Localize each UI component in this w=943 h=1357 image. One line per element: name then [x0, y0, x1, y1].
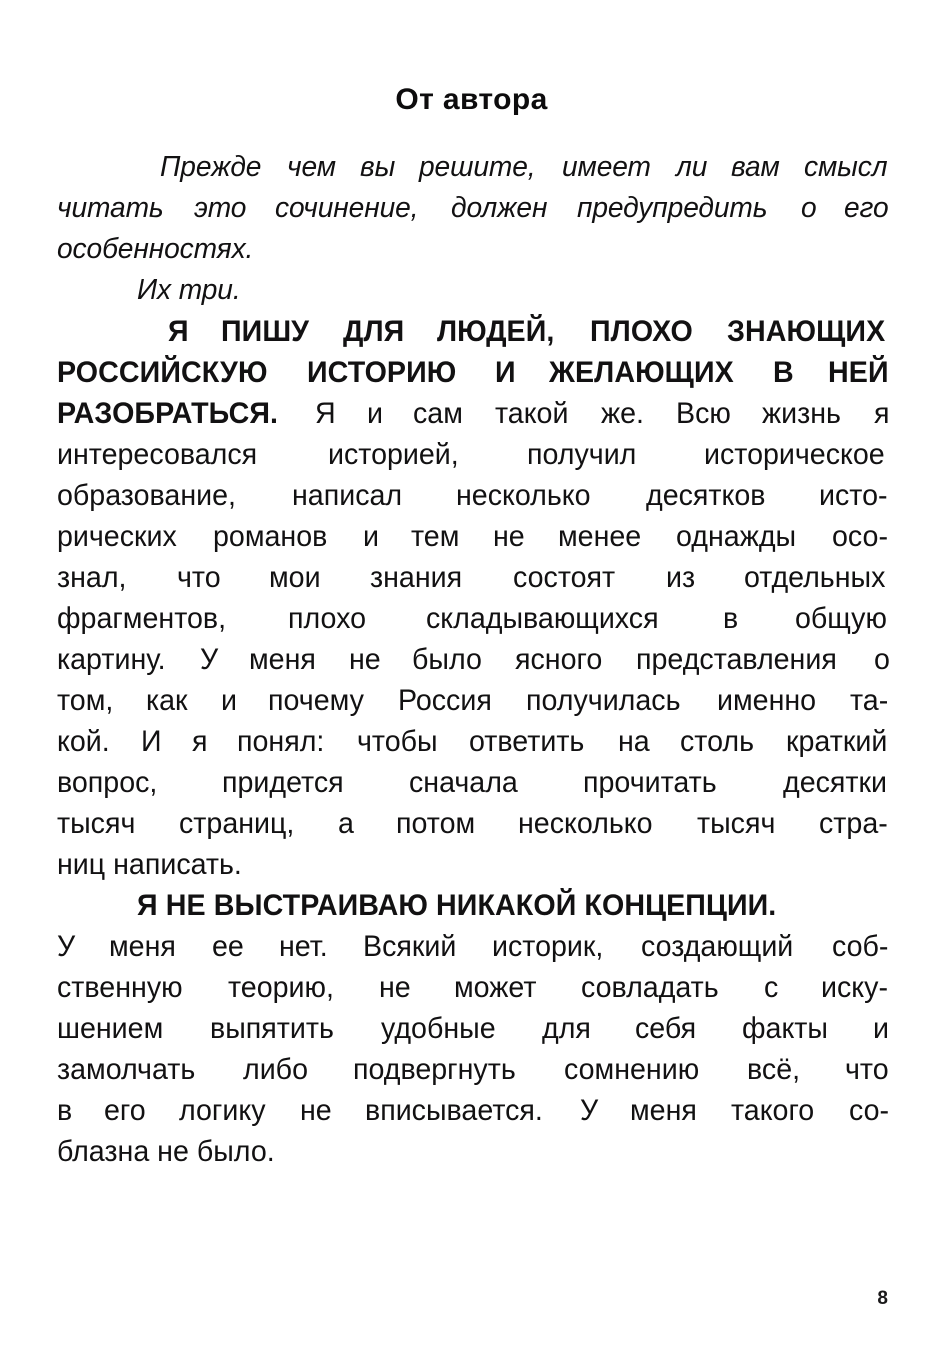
text-line: [57, 147, 890, 188]
word: почему: [268, 684, 365, 717]
paragraph-indent: [57, 885, 137, 926]
paragraph: [57, 885, 890, 1172]
word: историк,: [492, 930, 604, 963]
word: получил: [526, 438, 637, 471]
word: его: [844, 192, 889, 224]
word: создающий: [641, 930, 794, 963]
word: себя: [635, 1012, 697, 1045]
word: та-: [850, 684, 889, 717]
paragraph-indent: [57, 270, 137, 311]
word: том,: [57, 684, 114, 717]
word: ПИШУ: [220, 315, 309, 348]
text-line: [57, 844, 890, 885]
text-line: [57, 680, 890, 721]
word: не: [493, 520, 526, 553]
word: удобные: [380, 1012, 496, 1045]
text-line: [57, 598, 890, 639]
word: Всякий: [362, 930, 456, 963]
word: ПЛОХО: [589, 315, 693, 348]
word: У: [199, 643, 218, 676]
word: рических: [57, 520, 177, 553]
word: из: [666, 561, 696, 594]
word: РОССИЙСКУЮ: [57, 356, 268, 389]
word: сочинение,: [275, 192, 419, 224]
word: выпятить: [209, 1012, 334, 1045]
word: для: [541, 1012, 591, 1045]
word: а: [338, 807, 355, 840]
text-line: [57, 1090, 890, 1131]
text-line: [57, 393, 890, 434]
word: вы: [359, 151, 396, 183]
word: складывающихся: [425, 602, 659, 635]
word: ЗНАЮЩИХ: [726, 315, 886, 348]
word: образование,: [57, 479, 236, 512]
word: ЛЮДЕЙ,: [437, 315, 555, 348]
word: стра-: [819, 807, 888, 840]
word: потом: [395, 807, 475, 840]
word: Я НЕ ВЫСТРАИВАЮ НИКАКОЙ КОНЦЕПЦИИ.: [137, 889, 777, 922]
word: исто-: [819, 479, 888, 512]
word: ДЛЯ: [342, 315, 405, 348]
word: понял:: [237, 725, 325, 758]
word: сам: [413, 397, 464, 430]
word: что: [176, 561, 221, 594]
word: такой: [495, 397, 569, 430]
word: Я: [168, 315, 189, 348]
word: нет.: [278, 930, 328, 963]
word: либо: [242, 1053, 308, 1086]
word: вам: [730, 151, 780, 183]
word: несколько: [517, 807, 653, 840]
word: его: [104, 1094, 147, 1127]
word: интересовался: [57, 438, 258, 471]
text-line: [57, 639, 890, 680]
word: и: [873, 1012, 890, 1045]
word: Всю: [675, 397, 731, 430]
word: Я: [315, 397, 336, 430]
word: не: [348, 643, 381, 676]
paragraph: [57, 270, 890, 311]
word: общую: [795, 602, 888, 635]
word: сначала: [409, 766, 519, 799]
word: придется: [222, 766, 344, 799]
word: и: [362, 520, 379, 553]
word: сомнению: [564, 1053, 700, 1086]
word: У: [579, 1094, 598, 1127]
word: и: [220, 684, 237, 717]
word: отдельных: [744, 561, 886, 594]
word: блазна не было.: [57, 1135, 275, 1168]
word: именно: [717, 684, 817, 717]
word: ственную: [57, 971, 183, 1004]
text-line: [57, 188, 890, 229]
word: прочитать: [583, 766, 717, 799]
word: ответить: [469, 725, 585, 758]
word: тысяч: [57, 807, 136, 840]
word: представления: [635, 643, 837, 676]
word: это: [194, 192, 247, 224]
word: плохо: [288, 602, 367, 635]
word: фрагментов,: [57, 602, 227, 635]
word: со-: [848, 1094, 889, 1127]
word: Россия: [398, 684, 493, 717]
word: предупредить: [577, 192, 768, 224]
word: вписывается.: [364, 1094, 543, 1127]
word: ЖЕЛАЮЩИХ: [549, 356, 734, 389]
word: чем: [286, 151, 336, 183]
word: состоят: [513, 561, 616, 594]
word: страниц,: [178, 807, 294, 840]
word: что: [844, 1053, 889, 1086]
word: историей,: [327, 438, 459, 471]
word: ли: [676, 151, 708, 183]
text-line: [57, 1008, 890, 1049]
word: же.: [601, 397, 645, 430]
word: не: [300, 1094, 332, 1127]
text-line: [57, 475, 890, 516]
word: теорию,: [228, 971, 335, 1004]
word: жизнь: [762, 397, 842, 430]
text-line: [57, 803, 890, 844]
text-line: [57, 1049, 890, 1090]
word: десятки: [782, 766, 887, 799]
text-line: [57, 311, 890, 352]
word: имеет: [561, 151, 651, 183]
word: не: [379, 971, 411, 1004]
text-line: [57, 762, 890, 803]
word: как: [146, 684, 188, 717]
word: на: [617, 725, 650, 758]
word: мои: [269, 561, 321, 594]
word: картину.: [57, 643, 166, 676]
word: смысл: [803, 151, 888, 183]
word: столь: [679, 725, 754, 758]
word: В: [772, 356, 794, 389]
word: особенностях.: [57, 233, 254, 265]
word: осо-: [832, 520, 889, 553]
text-line: [57, 885, 890, 926]
page-number: 8: [877, 1288, 888, 1309]
word: читать: [57, 192, 164, 224]
word: несколько: [456, 479, 591, 512]
word: я: [191, 725, 208, 758]
text-line: [57, 557, 890, 598]
word: менее: [558, 520, 642, 553]
word: кой.: [57, 725, 110, 758]
word: о: [800, 192, 817, 224]
text-line: [57, 967, 890, 1008]
word: меня: [630, 1094, 698, 1127]
text-line: [57, 516, 890, 557]
page-title: От автора: [395, 83, 548, 116]
word: Их три.: [137, 274, 241, 306]
word: иску-: [820, 971, 888, 1004]
paragraph: [57, 311, 890, 885]
word: было: [412, 643, 483, 676]
word: знал,: [57, 561, 127, 594]
word: тем: [411, 520, 460, 553]
paragraph: [57, 147, 890, 270]
word: ясного: [515, 643, 603, 676]
word: логику: [179, 1094, 266, 1127]
word: И: [494, 356, 516, 389]
word: шением: [57, 1012, 164, 1045]
word: написал: [292, 479, 403, 512]
word: ее: [212, 930, 244, 963]
word: в: [57, 1094, 73, 1127]
word: может: [453, 971, 537, 1004]
text-line: [57, 926, 890, 967]
word: романов: [212, 520, 328, 553]
word: И: [140, 725, 162, 758]
word: факты: [741, 1012, 828, 1045]
word: должен: [450, 192, 547, 224]
word: я: [873, 397, 890, 430]
word: такого: [731, 1094, 815, 1127]
word: тысяч: [697, 807, 776, 840]
text-line: [57, 434, 890, 475]
text-line: [57, 229, 890, 270]
text-line: [57, 270, 890, 311]
word: меня: [249, 643, 317, 676]
word: с: [764, 971, 779, 1004]
word: РАЗОБРАТЬСЯ.: [57, 397, 279, 430]
text-line: [57, 352, 890, 393]
word: решите,: [418, 151, 536, 183]
word: ниц написать.: [57, 848, 242, 881]
word: НЕЙ: [827, 356, 889, 389]
word: в: [722, 602, 738, 635]
word: вопрос,: [57, 766, 158, 799]
word: десятков: [645, 479, 766, 512]
word: о: [873, 643, 890, 676]
text-line: [57, 721, 890, 762]
paragraph-indent: [57, 311, 137, 352]
word: Прежде: [159, 151, 262, 183]
word: меня: [109, 930, 177, 963]
paragraph-indent: [57, 147, 137, 188]
word: У: [57, 930, 76, 963]
word: однажды: [676, 520, 797, 553]
word: краткий: [785, 725, 887, 758]
word: подвергнуть: [353, 1053, 516, 1086]
word: знания: [370, 561, 463, 594]
word: и: [366, 397, 383, 430]
body-text: [57, 147, 890, 1172]
word: замолчать: [57, 1053, 196, 1086]
word: ИСТОРИЮ: [307, 356, 457, 389]
word: историческое: [703, 438, 885, 471]
word: получилась: [526, 684, 681, 717]
word: соб-: [831, 930, 889, 963]
word: совладать: [580, 971, 719, 1004]
word: всё,: [746, 1053, 801, 1086]
word: чтобы: [356, 725, 438, 758]
text-line: [57, 1131, 890, 1172]
